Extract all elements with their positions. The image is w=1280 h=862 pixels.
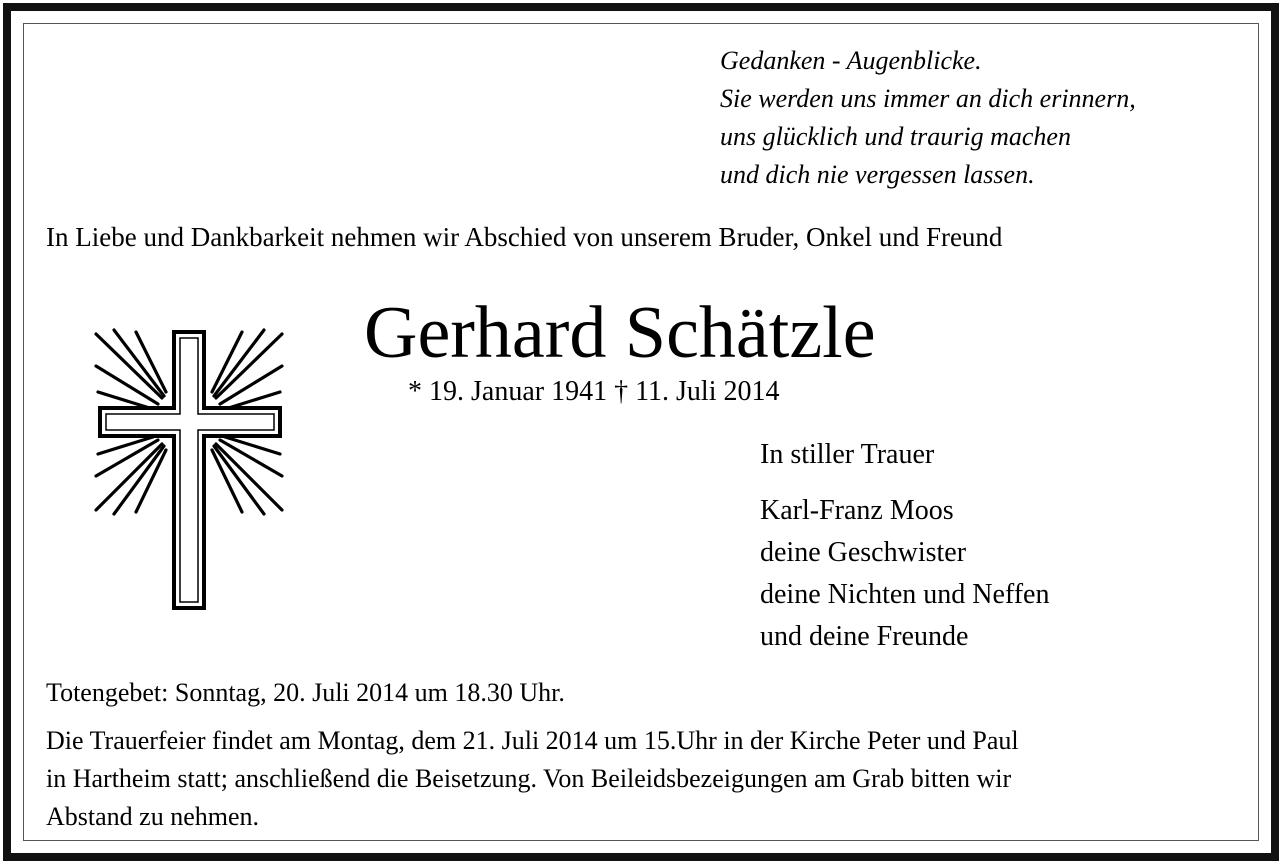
prayer-info: Totengebet: Sonntag, 20. Juli 2014 um 18.30 Uhr. [46,678,565,707]
poem-line: Sie werden uns immer an dich erinnern, [720,84,1136,113]
mourner-name: und deine Freunde [760,621,969,652]
mourner-name: deine Nichten und Neffen [760,579,1050,610]
poem [720,42,1136,194]
poem-line: uns glücklich und traurig machen [720,122,1071,151]
mourner-name: deine Geschwister [760,537,967,568]
funeral-line: in Hartheim statt; anschließend die Beisetzung. Von Beileidsbezeigungen am Grab bitten wir [46,764,1012,793]
poem-line: Gedanken - Augenblicke. [720,46,982,75]
funeral-line: Die Trauerfeier findet am Montag, dem 21. Juli 2014 um 15.Uhr in der Kirche Peter und Paul [46,726,1019,755]
poem-line: und dich nie vergessen lassen. [720,160,1035,189]
intro-text: In Liebe und Dankbarkeit nehmen wir Abschied von unserem Bruder, Onkel und Freund [46,222,1003,252]
mourners-block [760,436,1050,658]
deceased-name: Gerhard Schätzle [364,292,876,374]
mourners-heading: In stiller Trauer [760,439,935,470]
funeral-line: Abstand zu nehmen. [46,802,260,831]
life-dates: * 19. Januar 1941 † 11. Juli 2014 [408,376,780,407]
cross-with-rays-icon [92,326,286,614]
mourner-name: Karl-Franz Moos [760,495,954,526]
funeral-info [46,722,1246,836]
